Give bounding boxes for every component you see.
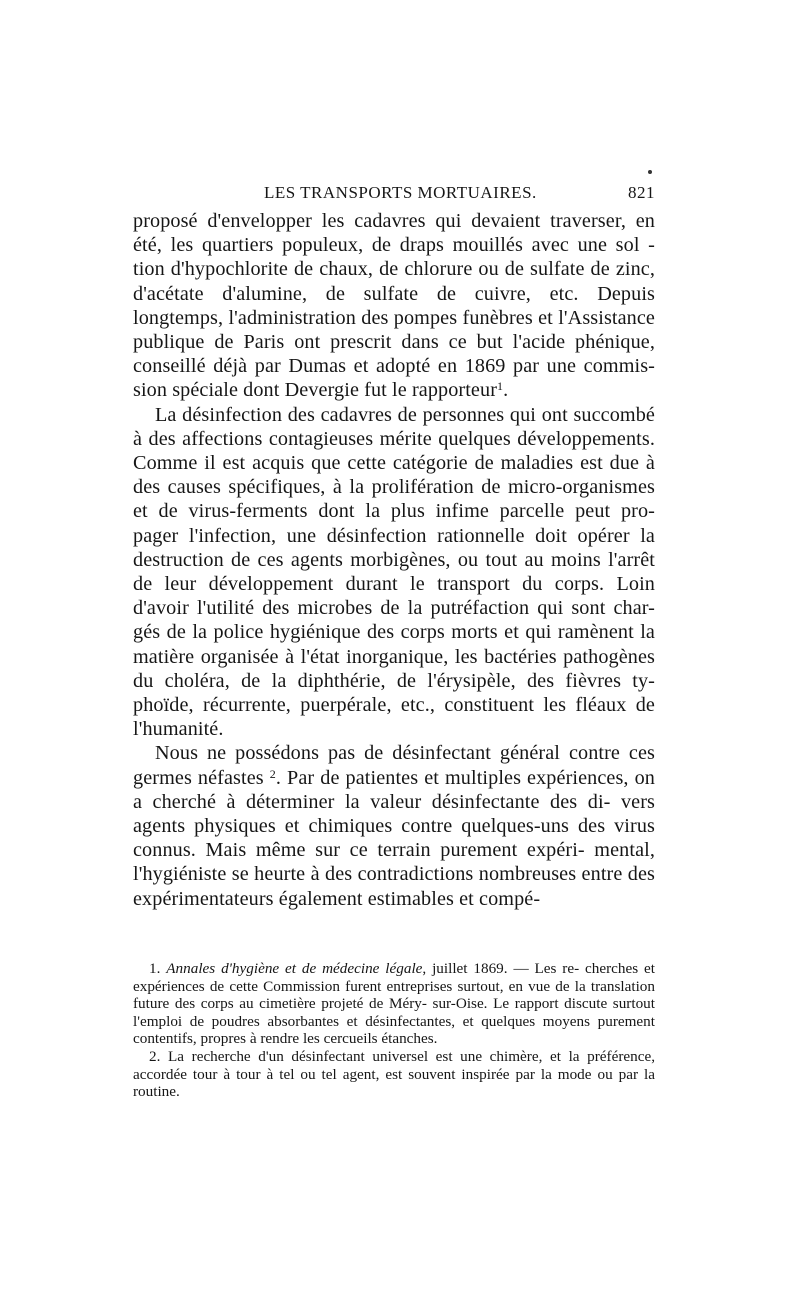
paragraph-2: La désinfection des cadavres de personnes qui ont succombé à des affections contagieuses mérite quelques développements. Comme il est acquis que cette catégorie de maladies est due à des causes spécifiques, à la prolifération de micro-organismes et de virus-ferments dont la plus infime parcelle peut pro- pager l'infection, une désinfection rationnelle doit opérer la destruction de ces agents morbigènes, ou tout au moins l'arrêt de leur développement durant le transport du corps. Loin d'avoir l'utilité des microbes de la putréfaction qui sont char- gés de la police hygiénique des corps morts et qui ramènent la matière organisée à l'état inorganique, les bactéries pathogènes du choléra, de la diphthérie, de l'érysipèle, des fièvres ty- phoïde, récurrente, puerpérale, etc., constituent les fléaux de l'humanité.	[133, 403, 655, 741]
ink-speck	[648, 170, 652, 174]
footnote-1	[133, 960, 655, 1048]
paragraph-1	[133, 209, 655, 403]
footnote-1-title: Annales d'hygiène et de médecine légale	[166, 960, 423, 977]
footnote-1-text: , juillet 1869. — Les re- cherches et expériences de cette Commission furent entreprises surtout, en vue de la translation future des corps au cimetière projeté de Méry- sur-Oise. Le rapport discute surtout l'emploi de poudres absorbantes et désinfectantes, et quelques moyens purement contentifs, propres à rendre les cercueils étanches.	[133, 960, 656, 1048]
paragraph-3-text-before: Nous ne possédons pas de désinfectant général contre ces germes néfastes	[133, 742, 655, 789]
footnote-ref-1: 1	[497, 379, 504, 394]
footnote-ref-2: 2	[269, 766, 276, 781]
paragraph-3	[133, 741, 655, 910]
footnotes	[133, 960, 655, 1101]
paragraph-1-text: proposé d'envelopper les cadavres qui devaient traverser, en été, les quartiers populeux, de draps mouillés avec une sol - tion d'hypochlorite de chaux, de chlorure ou de sulfate de zinc, d'acétate d'alumine, de sulfate de cuivre, etc. Depuis longtemps, l'administration des pompes funèbres et l'Assistance publique de Paris ont prescrit dans ce but l'acide phénique, conseillé déjà par Dumas et adopté en 1869 par une commis- sion spéciale dont Devergie fut le rapporteur	[133, 210, 655, 402]
running-head	[133, 183, 655, 207]
main-text	[133, 209, 655, 911]
footnote-2-text: La recherche d'un désinfectant universel est une chimère, et la préférence, accordée tour à tour à tel ou tel agent, est souvent inspirée par la mode ou par la routine.	[133, 1047, 656, 1101]
paragraph-3-text-after: . Par de patientes et multiples expériences, on a cherché à déterminer la valeur désinfectante des di- vers agents physiques et chimiques contre quelques-uns des virus connus. Mais même sur ce terrain purement expéri- mental, l'hygiéniste se heurte à des contradictions nombreuses entre des expérimentateurs également estimables et compé-	[133, 766, 655, 910]
footnote-2-number: 2.	[149, 1047, 161, 1065]
footnote-2	[133, 1048, 655, 1101]
footnote-1-number: 1.	[149, 960, 161, 977]
running-head-title: LES TRANSPORTS MORTUAIRES.	[264, 183, 537, 202]
page-number: 821	[628, 183, 655, 202]
paragraph-1-end: .	[503, 379, 509, 402]
